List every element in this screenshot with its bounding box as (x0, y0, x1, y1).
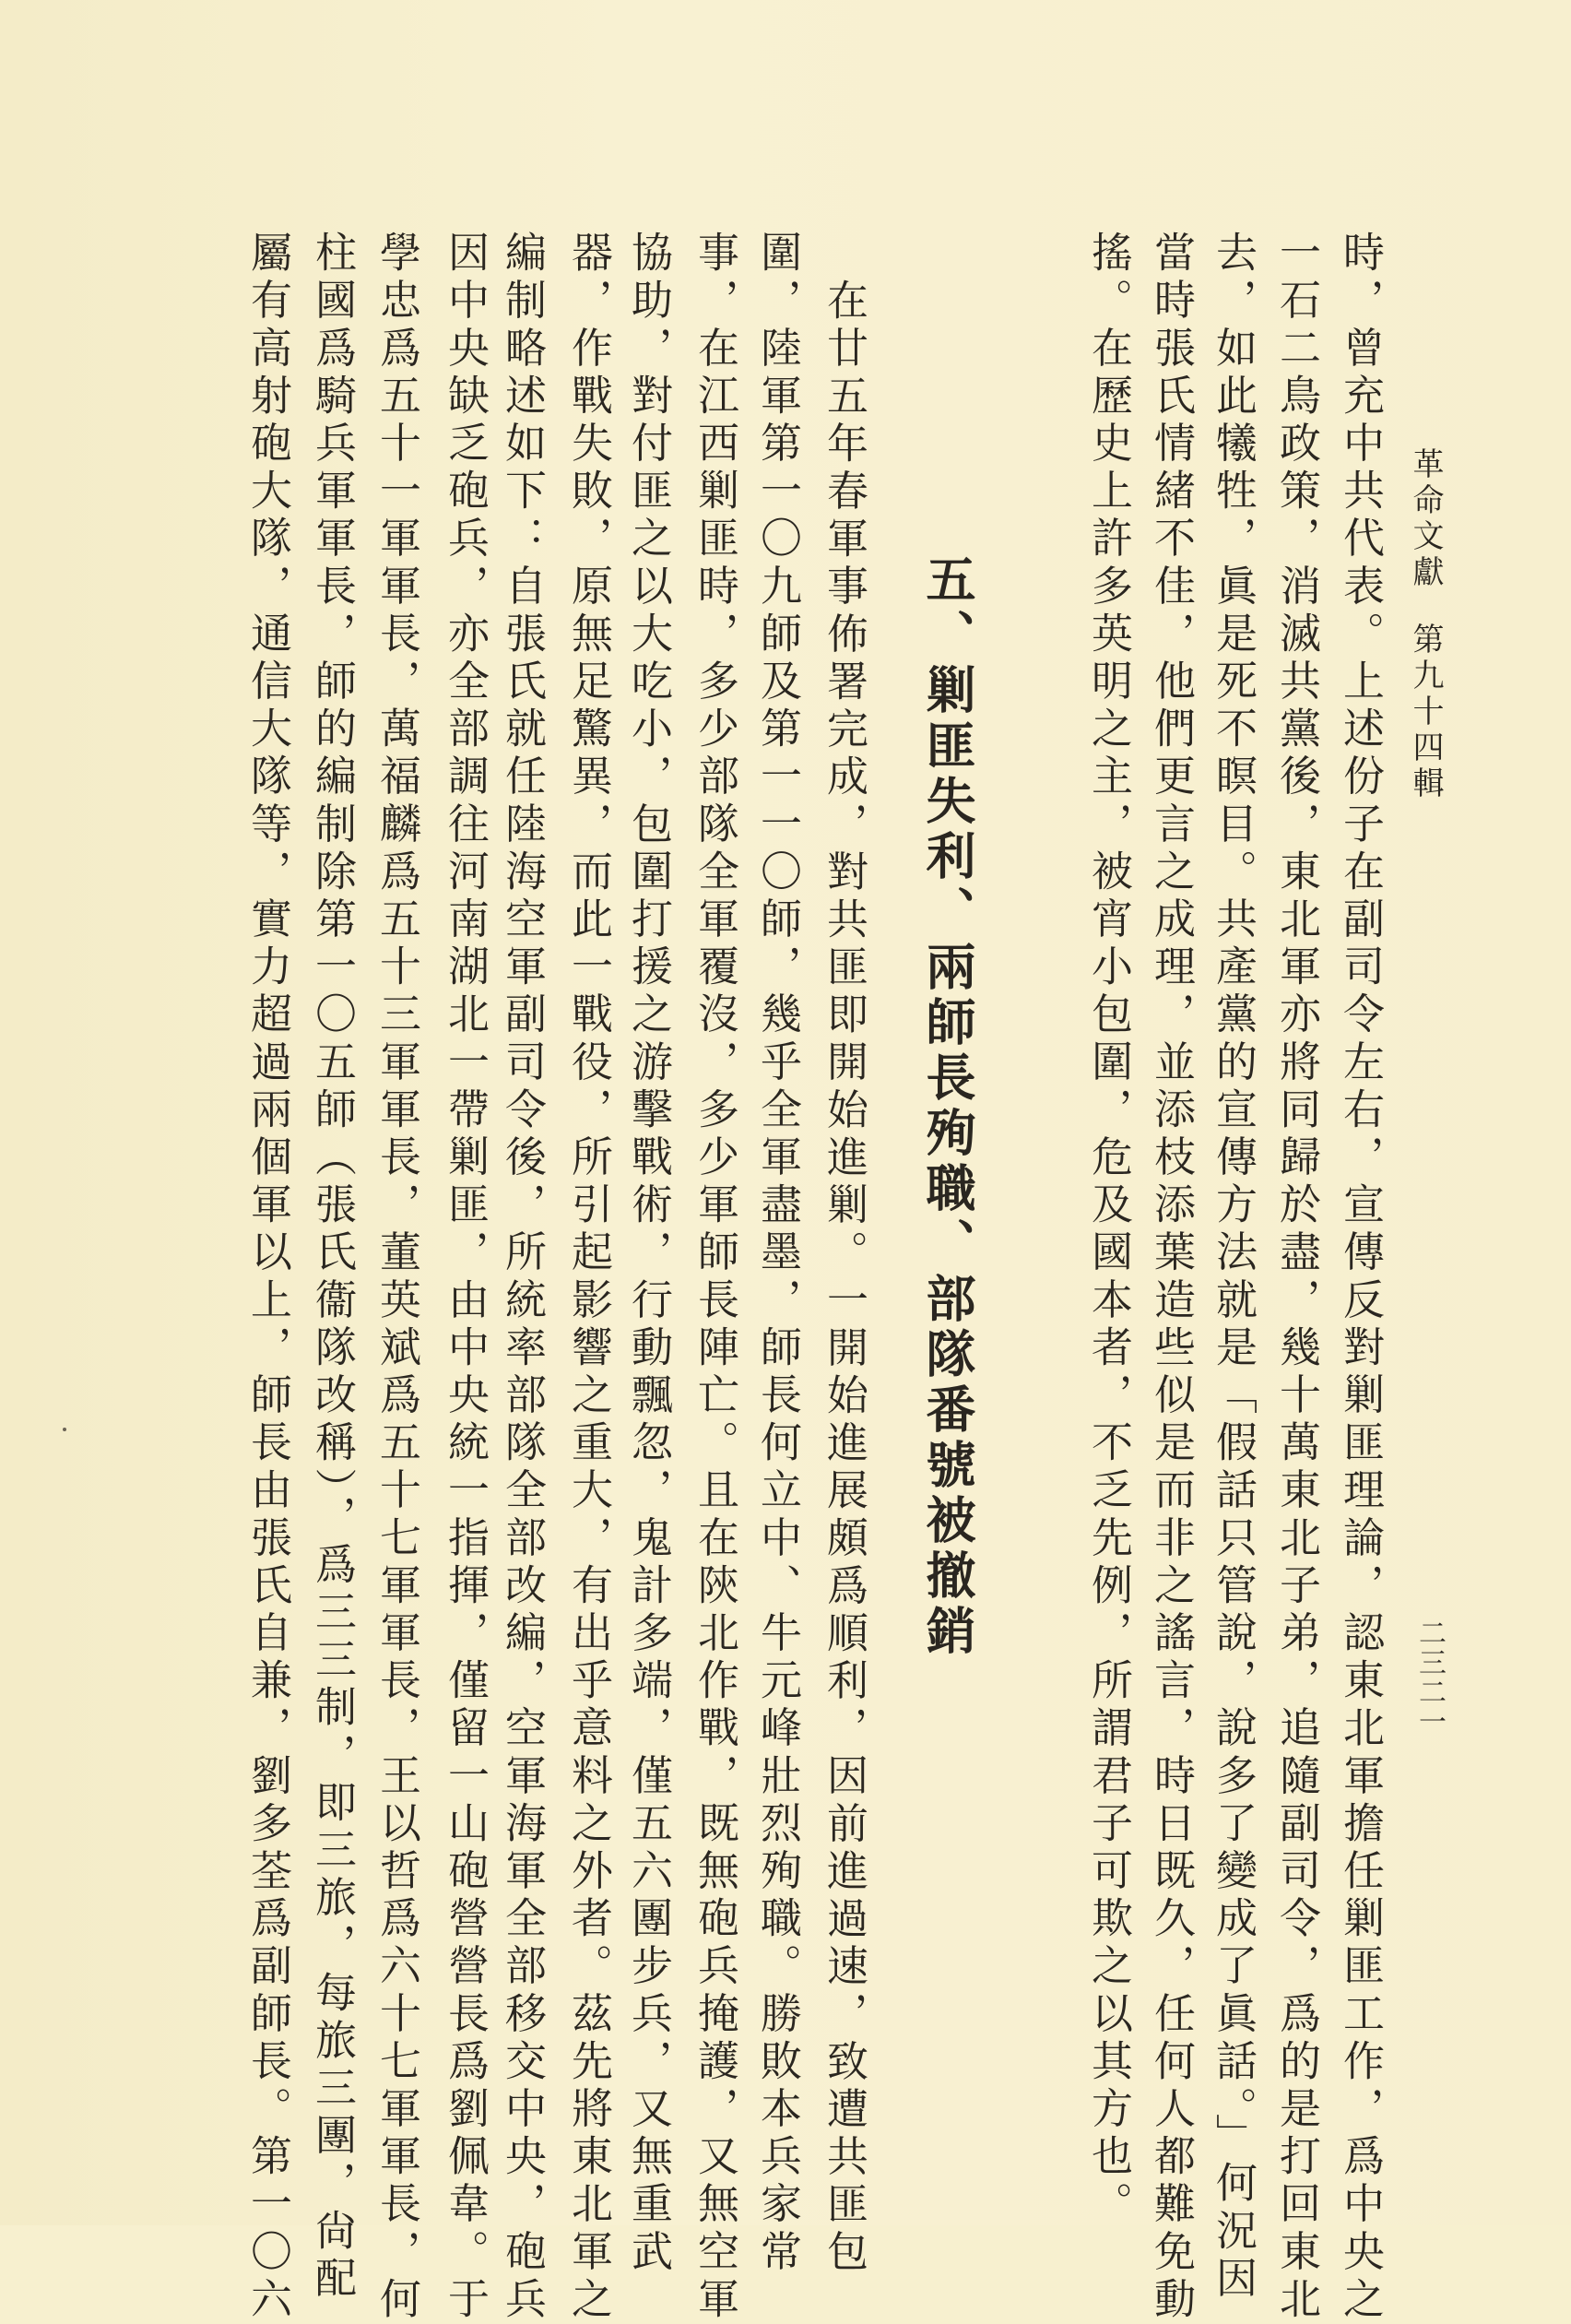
text-column-1: 時，曾充中共代表。上述份子在副司令左右，宣傳反對剿匪理論，認東北軍擔任剿匪工作，爲中央之 (1336, 231, 1385, 2324)
text-column-8: 事，在江西剿匪時，多少部隊全軍覆沒，多少軍師長陣亡。且在陝北作戰，既無砲兵掩護，又無空軍 (691, 231, 739, 2324)
text-column-5: 搖。在歷史上許多英明之主，被宵小包圍，危及國本者，不乏先例，所謂君子可欺之以其方也。 (1084, 231, 1133, 2230)
text-column-10: 器，作戰失敗，原無足驚異，而此一戰役，所引起影響之重大，有出乎意料之外者。茲先將東北軍之 (564, 231, 613, 2324)
text-column-13: 學忠爲五十一軍軍長，萬福麟爲五十三軍軍長，董英斌爲五十七軍軍長，王以哲爲六十七軍軍長，何 (372, 231, 421, 2324)
section-title: 五、剿匪失利、兩師長殉職、部隊番號被撤銷 (918, 553, 977, 1660)
text-column-7: 圍，陸軍第一〇九師及第一一〇師，幾乎全軍盡墨，師長何立中、牛元峰壯烈殉職。勝敗本兵家常 (753, 231, 802, 2277)
running-header (1403, 447, 1448, 802)
paper-speck (63, 1428, 66, 1431)
text-column-4: 當時張氏情緒不佳，他們更言之成理，並添枝添葉造些似是而非之謠言，時日既久，任何人都難免動 (1147, 231, 1196, 2324)
text-column-3: 去，如此犧牲，眞是死不瞑目。共產黨的宣傳方法就是「假話只管說，說多了變成了眞話。」何況因 (1209, 231, 1258, 2304)
text-column-11: 編制略述如下：自張氏就任陸海空軍副司令後，所統率部隊全部改編，空軍海軍全部移交中央，砲兵 (498, 231, 547, 2324)
text-column-12: 因中央缺乏砲兵，亦全部調往河南湖北一帶剿匪，由中央統一指揮，僅留一山砲營營長爲劉佩韋。于 (441, 231, 490, 2324)
page-number: 二三二一 (1413, 1618, 1446, 1737)
text-column-14: 柱國爲騎兵軍軍長，師的編制除第一〇五師（張氏衞隊改稱），爲三三制，即三旅，每旅三團，尙配 (308, 231, 357, 2304)
volume-label: 第九十四輯 (1407, 622, 1444, 802)
text-column-9: 協助，對付匪之以大吃小，包圍打援之游擊戰術，行動飄忽，鬼計多端，僅五六團步兵，又無重武 (624, 231, 673, 2277)
text-column-2: 一石二鳥政策，消滅共黨後，東北軍亦將同歸於盡，幾十萬東北子弟，追隨副司令，爲的是打回東北 (1272, 231, 1321, 2324)
book-title: 革命文獻 (1407, 447, 1444, 591)
text-column-6: 在廿五年春軍事佈署完成，對共匪即開始進剿。一開始進展頗爲順利，因前進過速，致遭共匪包 (820, 279, 868, 2278)
text-column-15: 屬有高射砲大隊，通信大隊等，實力超過兩個軍以上，師長由張氏自兼，劉多荃爲副師長。第一〇六 (243, 231, 292, 2324)
